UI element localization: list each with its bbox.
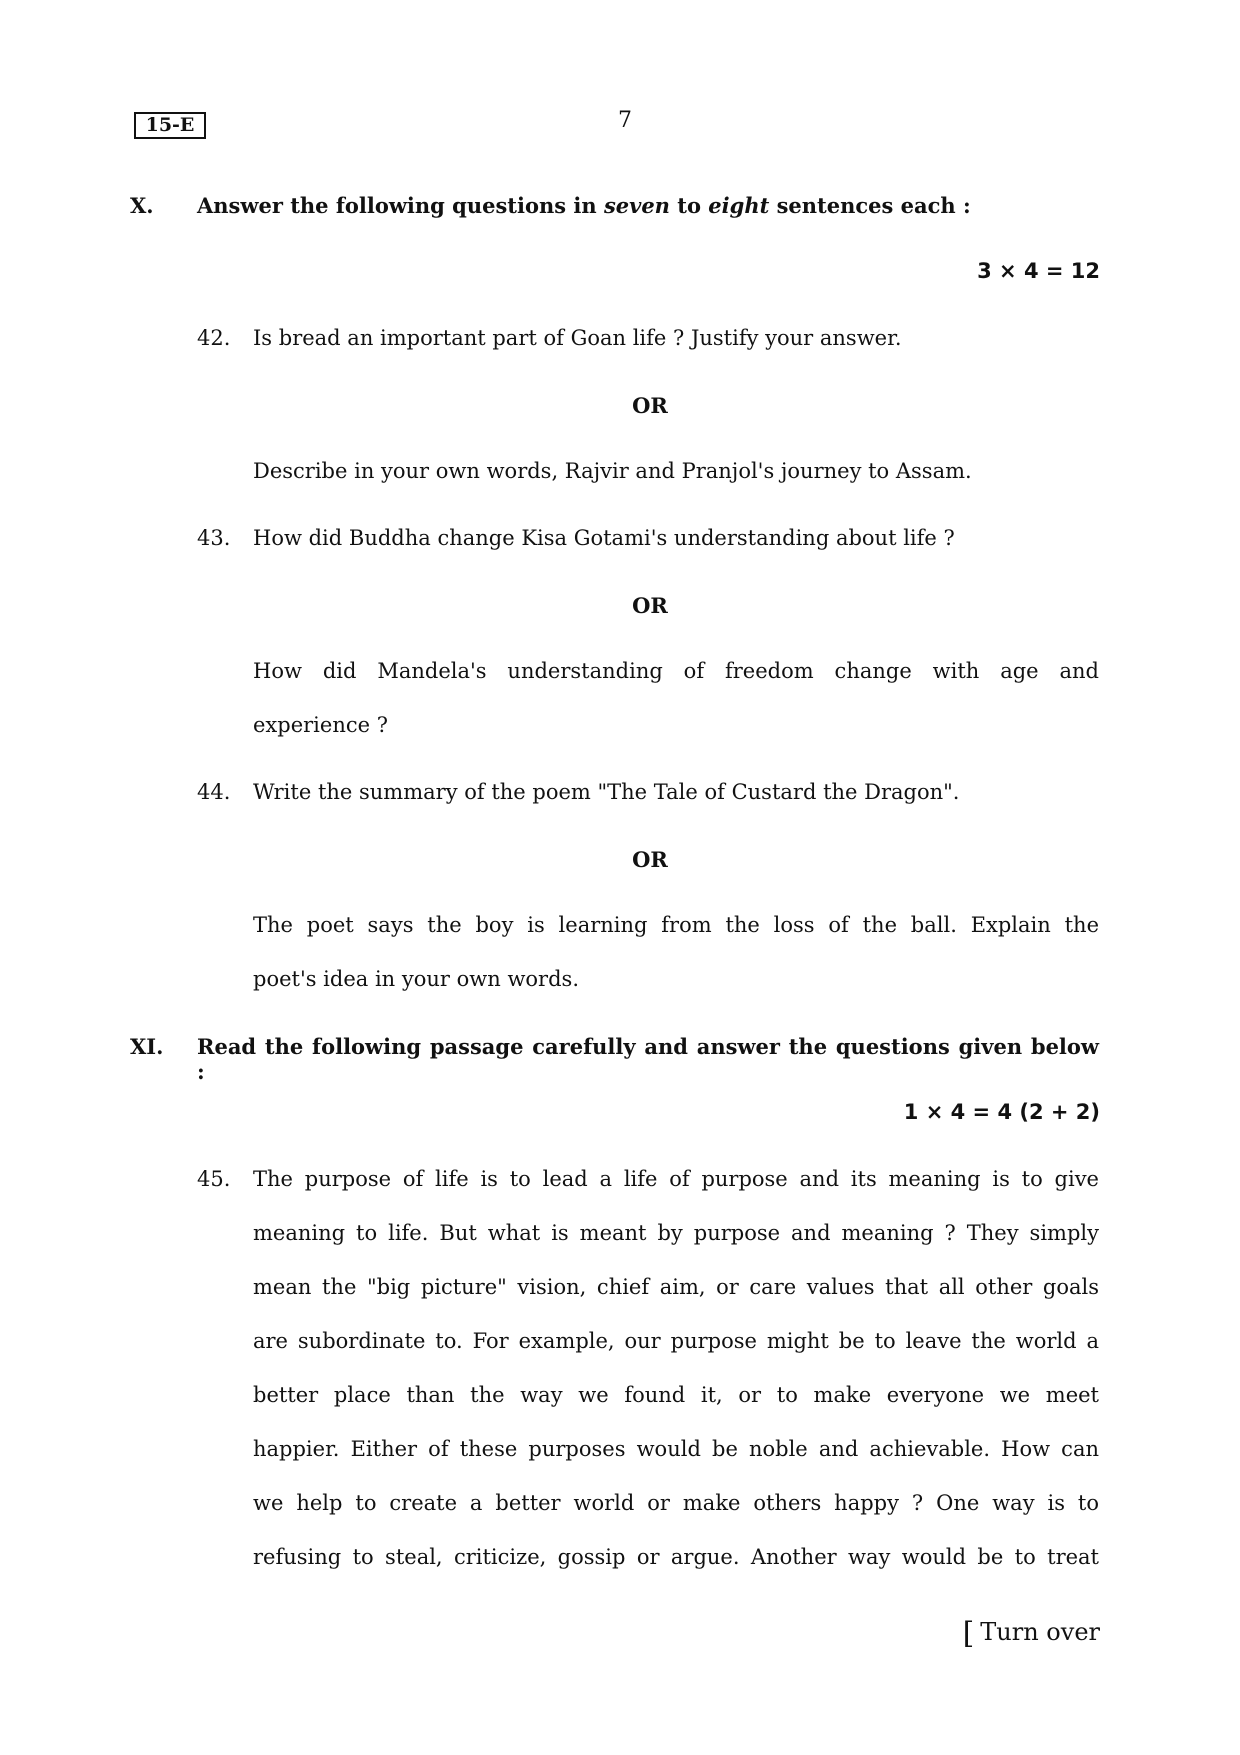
section-x-marks: 3 × 4 = 12 bbox=[977, 259, 1100, 283]
q45-number: 45. bbox=[197, 1167, 231, 1191]
q43-alt-line1: How did Mandela's understanding of freedom change with age and bbox=[253, 659, 1099, 683]
q44-or: OR bbox=[632, 847, 668, 872]
q42-text: Is bread an important part of Goan life ? Justify your answer. bbox=[253, 326, 902, 350]
page-number: 7 bbox=[618, 108, 632, 133]
q44-alt-line1: The poet says the boy is learning from the loss of the ball. Explain the bbox=[253, 913, 1099, 937]
passage-line: mean the "big picture" vision, chief aim, or care values that all other goals bbox=[253, 1275, 1099, 1299]
q44-alt-line2: poet's idea in your own words. bbox=[253, 967, 579, 991]
q43-alt-line2: experience ? bbox=[253, 713, 388, 737]
q42-or: OR bbox=[632, 393, 668, 418]
section-xi-instruction: Read the following passage carefully and answer the questions given below : bbox=[197, 1034, 1099, 1084]
section-x-label: X. bbox=[130, 193, 154, 218]
section-xi-label: XI. bbox=[130, 1034, 164, 1059]
passage-line: we help to create a better world or make others happy ? One way is to bbox=[253, 1491, 1099, 1515]
q42-alt-text: Describe in your own words, Rajvir and Pranjol's journey to Assam. bbox=[253, 459, 972, 483]
q43-or: OR bbox=[632, 593, 668, 618]
paper-code-box: 15-E bbox=[134, 112, 206, 139]
passage-line: meaning to life. But what is meant by purpose and meaning ? They simply bbox=[253, 1221, 1099, 1245]
passage-line: happier. Either of these purposes would be noble and achievable. How can bbox=[253, 1437, 1099, 1461]
passage-line: refusing to steal, criticize, gossip or argue. Another way would be to treat bbox=[253, 1545, 1099, 1569]
passage-line: better place than the way we found it, or to make everyone we meet bbox=[253, 1383, 1099, 1407]
q44-text: Write the summary of the poem "The Tale of Custard the Dragon". bbox=[253, 780, 960, 804]
turn-over-note: [ Turn over bbox=[962, 1616, 1100, 1651]
section-x-instruction: Answer the following questions in seven to eight sentences each : bbox=[197, 193, 971, 218]
q42-number: 42. bbox=[197, 326, 231, 350]
passage-line: are subordinate to. For example, our purpose might be to leave the world a bbox=[253, 1329, 1099, 1353]
q44-number: 44. bbox=[197, 780, 231, 804]
passage-line: The purpose of life is to lead a life of purpose and its meaning is to give bbox=[253, 1167, 1099, 1191]
q43-number: 43. bbox=[197, 526, 231, 550]
section-xi-marks: 1 × 4 = 4 (2 + 2) bbox=[903, 1100, 1100, 1124]
q43-text: How did Buddha change Kisa Gotami's understanding about life ? bbox=[253, 526, 955, 550]
